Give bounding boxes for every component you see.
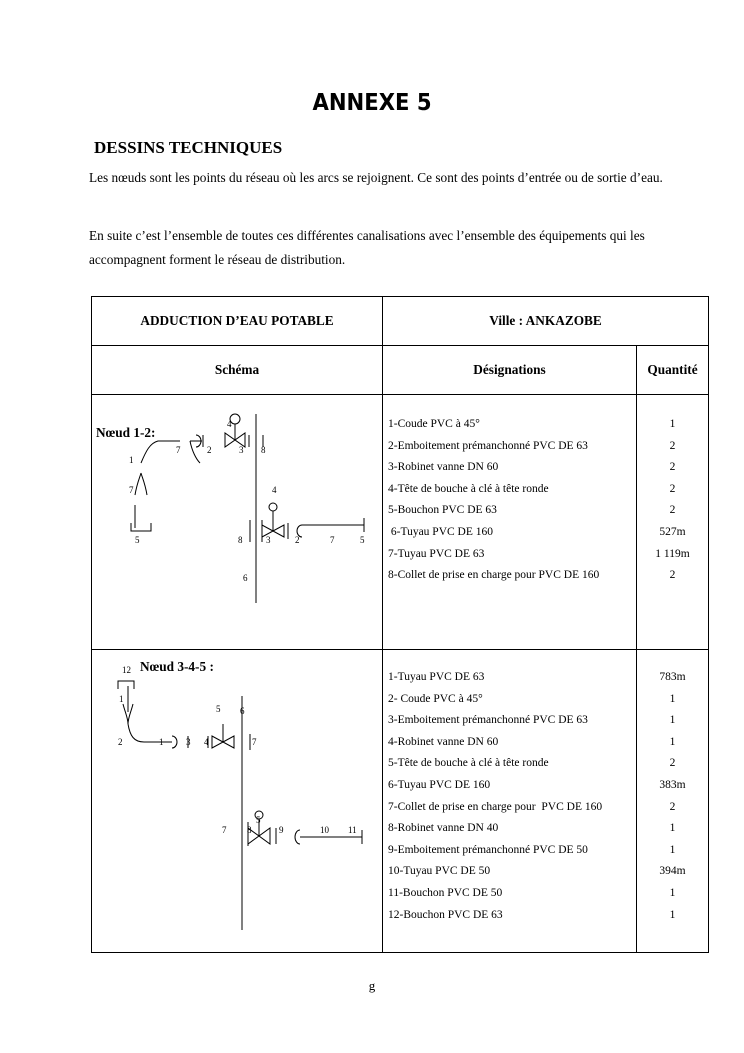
- valve-key-circle: [230, 414, 240, 424]
- diagram-label: 5: [360, 535, 365, 545]
- designation-item: 2- Coude PVC à 45°: [388, 692, 483, 705]
- node-3-4-5-label: Nœud 3-4-5 :: [140, 659, 214, 674]
- project-title-cell: [92, 297, 383, 346]
- diagram-label: 1: [159, 737, 164, 747]
- quantity-item: 1: [669, 886, 676, 899]
- designation-item: 4-Robinet vanne DN 60: [388, 735, 499, 748]
- diagram-label: 6: [243, 573, 248, 583]
- bend-curve: [135, 473, 141, 495]
- city-title: Ville : ANKAZOBE: [489, 313, 602, 328]
- designation-item: 6-Tuyau PVC DE 160: [388, 778, 491, 791]
- diagram-label: 3: [266, 535, 271, 545]
- quantity-item: 1: [669, 692, 676, 705]
- designation-item: 8-Collet de prise en charge pour PVC DE 160: [388, 569, 600, 582]
- designation-item: 1-Coude PVC à 45°: [388, 418, 480, 430]
- designation-item: 7-Tuyau PVC DE 63: [388, 547, 485, 560]
- designation-item: 11-Bouchon PVC DE 50: [388, 886, 503, 899]
- section-title: DESSINS TECHNIQUES: [94, 138, 283, 157]
- quantity-item: 394m: [659, 865, 686, 878]
- quantity-item: 2: [669, 504, 676, 517]
- designation-item: 5-Tête de bouche à clé à tête ronde: [388, 757, 549, 770]
- city-cell: [383, 297, 709, 346]
- diagram-label: 9: [279, 825, 284, 835]
- bend-curve: [190, 441, 200, 463]
- schema-header-cell: [92, 346, 383, 395]
- diagram-label: 3: [239, 445, 244, 455]
- project-title: ADDUCTION D’EAU POTABLE: [140, 313, 334, 328]
- annex-title: ANNEXE 5: [312, 90, 432, 116]
- diagram-label: 10: [320, 825, 329, 835]
- diagram-label: 7: [330, 535, 335, 545]
- node-1-2-designations: [383, 395, 637, 650]
- quantity-item: 2: [669, 482, 676, 495]
- designation-item: 7-Collet de prise en charge pour PVC DE 160: [388, 800, 603, 813]
- diagram-label: 7: [176, 445, 181, 455]
- schema-header: Schéma: [214, 362, 260, 377]
- socket-arc: [172, 736, 177, 748]
- quantity-item: 1: [669, 418, 676, 430]
- diagram-label: 3: [186, 737, 191, 747]
- socket-arc: [295, 830, 300, 844]
- intro-paragraph-2: En suite c’est l’ensemble de toutes ces différentes canalisations avec l’ensemble des équipements qui les accompagnent forment le réseau de distribution.: [89, 228, 645, 267]
- diagram-label: 6: [240, 706, 245, 716]
- cap-shape: [118, 681, 134, 689]
- designation-item: 4-Tête de bouche à clé à tête ronde: [388, 482, 549, 495]
- bend-curve: [141, 473, 147, 495]
- designation-item: 10-Tuyau PVC DE 50: [388, 865, 491, 878]
- node-1-2-diagram: [92, 395, 383, 649]
- node-3-4-5-quantities: [637, 650, 709, 953]
- diagram-label: 4: [272, 485, 277, 495]
- diagram-label: 7: [222, 825, 227, 835]
- diagram-label: 2: [207, 445, 212, 455]
- quantity-item: 383m: [659, 778, 686, 791]
- diagram-label: 11: [348, 825, 357, 835]
- diagram-label: 4: [204, 737, 209, 747]
- quantity-item: 2: [669, 757, 676, 770]
- quantity-header: Quantité: [647, 362, 698, 377]
- designation-item: 12-Bouchon PVC DE 63: [388, 908, 503, 921]
- designation-item: 3-Emboitement prémanchonné PVC DE 63: [388, 714, 588, 727]
- quantity-item: 2: [669, 439, 676, 452]
- designation-item: 8-Robinet vanne DN 40: [388, 822, 499, 835]
- quantity-item: 1: [669, 822, 676, 835]
- quantity-item: 2: [669, 800, 676, 813]
- diagram-label: 7: [129, 485, 134, 495]
- designation-item: 6-Tuyau PVC DE 160: [388, 525, 494, 538]
- pipe-segment: [141, 441, 180, 463]
- designation-item: 9-Emboitement prémanchonné PVC DE 50: [388, 843, 588, 856]
- quantity-item: 1: [669, 908, 676, 921]
- node-1-2-schema-cell: [92, 395, 383, 650]
- designation-item: 5-Bouchon PVC DE 63: [388, 504, 497, 517]
- diagram-label: 2: [295, 535, 300, 545]
- quantity-header-cell: [637, 346, 709, 395]
- quantity-item: 783m: [659, 671, 686, 683]
- node-1-2-quantities: [637, 395, 709, 650]
- diagram-label: 5: [216, 704, 221, 714]
- quantity-item: 1: [669, 735, 676, 748]
- quantity-item: 1 119m: [655, 547, 690, 560]
- designations-header-cell: [383, 346, 637, 395]
- node-3-4-5-designations: [383, 650, 637, 953]
- quantity-item: 2: [669, 569, 676, 582]
- diagram-label: 5: [135, 535, 140, 545]
- quantity-item: 527m: [659, 525, 686, 538]
- diagram-label: 1: [129, 455, 134, 465]
- diagram-label: 8: [261, 445, 266, 455]
- diagram-label: 8: [247, 825, 252, 835]
- designation-item: 3-Robinet vanne DN 60: [388, 461, 499, 474]
- diagram-label: 1: [119, 694, 124, 704]
- designation-item: 1-Tuyau PVC DE 63: [388, 671, 485, 683]
- diagram-label: 8: [238, 535, 243, 545]
- node-3-4-5-diagram: [92, 650, 383, 952]
- quantity-item: 1: [669, 843, 676, 856]
- designations-header: Désignations: [473, 362, 546, 377]
- node-1-2-label: Nœud 1-2:: [96, 425, 156, 440]
- pipe-segment: [128, 724, 172, 742]
- bend-curve: [128, 704, 133, 724]
- node-3-4-5-schema-cell: [92, 650, 383, 953]
- valve-key-circle: [269, 503, 277, 511]
- equipment-table: [91, 296, 709, 953]
- diagram-label: 7: [252, 737, 257, 747]
- diagram-label: 4: [227, 419, 232, 429]
- designation-item: 2-Emboitement prémanchonné PVC DE 63: [388, 439, 588, 452]
- bend-curve: [123, 704, 128, 724]
- quantity-item: 1: [669, 714, 676, 727]
- diagram-label: 5: [256, 815, 261, 825]
- diagram-label: 12: [122, 665, 131, 675]
- quantity-item: 2: [669, 461, 676, 474]
- page-number: g: [368, 978, 376, 993]
- diagram-label: 2: [118, 737, 123, 747]
- cap-shape: [131, 523, 151, 531]
- intro-paragraph-1: Les nœuds sont les points du réseau où les arcs se rejoignent. Ce sont des points d’entrée ou de sortie d’eau.: [89, 170, 663, 185]
